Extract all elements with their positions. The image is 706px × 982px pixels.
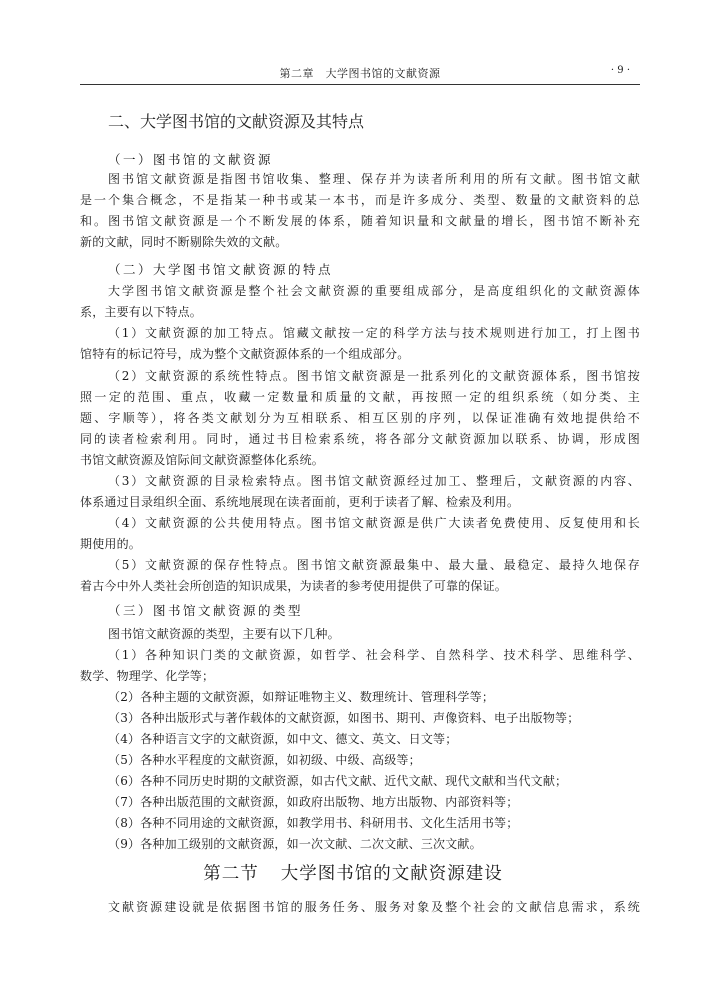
section-number: 第二节 xyxy=(203,864,259,884)
paragraph-line: 照一定的范围、重点，收藏一定数量和质量的文献，再按照一定的组织系统（如分类、主 xyxy=(80,390,640,404)
paragraph-line: （5）文献资源的保存性特点。图书馆文献资源最集中、最大量、最稳定、最持久地保存 xyxy=(108,558,640,572)
paragraph-line: 图书馆文献资源的类型，主要有以下几种。 xyxy=(108,627,340,641)
paragraph-line: 期使用的。 xyxy=(80,537,142,551)
paragraph-line: 图书馆文献资源是指图书馆收集、整理、保存并为读者所利用的所有文献。图书馆文献 xyxy=(108,172,640,186)
paragraph-line: 大学图书馆文献资源是整个社会文献资源的重要组成部分，是高度组织化的文献资源体 xyxy=(108,284,640,298)
paragraph-line: 系，主要有以下特点。 xyxy=(80,305,203,319)
list-item: （4）各种语言文字的文献资源，如中文、德文、英文、日文等； xyxy=(108,732,458,746)
paragraph-line: （4）文献资源的公共使用特点。图书馆文献资源是供广大读者免费使用、反复使用和长 xyxy=(108,516,640,530)
paragraph-line: 题、字顺等），将各类文献划分为互相联系、相互区别的序列，以保证准确有效地提供给不 xyxy=(80,411,640,425)
list-item: （8）各种不同用途的文献资源，如教学用书、科研用书、文化生活用书等； xyxy=(108,816,519,830)
page-number: · 9 · xyxy=(610,65,630,76)
paragraph-line: 新的文献，同时不断剔除失效的文献。 xyxy=(80,235,288,249)
paragraph-line: 书馆文献资源及馆际间文献资源整体化系统。 xyxy=(80,453,325,467)
running-header xyxy=(80,58,640,85)
list-item: （2）各种主题的文献资源，如辩证唯物主义、数理统计、管理科学等； xyxy=(108,690,495,704)
section-heading-title: 大学图书馆的文献资源建设 xyxy=(280,864,503,884)
list-item: （7）各种出版范围的文献资源，如政府出版物、地方出版物、内部资料等； xyxy=(108,795,519,809)
paragraph-line: 同的读者检索利用。同时，通过书目检索系统，将各部分文献资源加以联系、协调，形成图 xyxy=(80,432,640,446)
subsection-heading-3: （三）图书馆文献资源的类型 xyxy=(108,603,304,618)
list-item: （5）各种水平程度的文献资源，如初级、中级、高级等； xyxy=(108,753,421,767)
list-item: （3）各种出版形式与著作载体的文献资源，如图书、期刊、声像资料、电子出版物等； xyxy=(108,711,580,725)
subsection-heading-1: （一）图书馆的文献资源 xyxy=(108,152,274,167)
paragraph-line: （1）文献资源的加工特点。馆藏文献按一定的科学方法与技术规则进行加工，打上图书 xyxy=(108,326,640,340)
list-item-continuation: 数学、物理学、化学等； xyxy=(80,669,215,683)
paragraph-line: 和。图书馆文献资源是一个不断发展的体系，随着知识量和文献量的增长，图书馆不断补充 xyxy=(80,214,640,228)
subsection-heading-2: （二）大学图书馆文献资源的特点 xyxy=(108,262,334,277)
paragraph-line: （3）文献资源的目录检索特点。图书馆文献资源经过加工、整理后，文献资源的内容、 xyxy=(108,474,640,488)
chapter-title: 第二章 大学图书馆的文献资源 xyxy=(279,67,441,80)
paragraph-line: （2）文献资源的系统性特点。图书馆文献资源是一批系列化的文献资源体系，图书馆按 xyxy=(108,369,640,383)
list-item: （6）各种不同历史时期的文献资源，如古代文献、近代文献、现代文献和当代文献； xyxy=(108,774,568,788)
paragraph-line: 馆特有的标记符号，成为整个文献资源体系的一个组成部分。 xyxy=(80,347,410,361)
section-title: 二、大学图书馆的文献资源及其特点 xyxy=(108,112,365,131)
paragraph-line: 文献资源建设就是依据图书馆的服务任务、服务对象及整个社会的文献信息需求，系统 xyxy=(108,900,640,914)
paragraph-line: 是一个集合概念，不是指某一种书或某一本书，而是许多成分、类型、数量的文献资料的总 xyxy=(80,193,640,207)
section-heading xyxy=(0,860,706,885)
list-item: （9）各种加工级别的文献资源，如一次文献、二次文献、三次文献。 xyxy=(108,837,482,851)
list-item: （1）各种知识门类的文献资源，如哲学、社会科学、自然科学、技术科学、思维科学、 xyxy=(108,648,640,662)
paragraph-line: 体系通过目录组织全面、系统地展现在读者面前，更利于读者了解、检索及利用。 xyxy=(80,495,520,509)
paragraph-line: 着古今中外人类社会所创造的知识成果，为读者的参考使用提供了可靠的保证。 xyxy=(80,579,508,593)
